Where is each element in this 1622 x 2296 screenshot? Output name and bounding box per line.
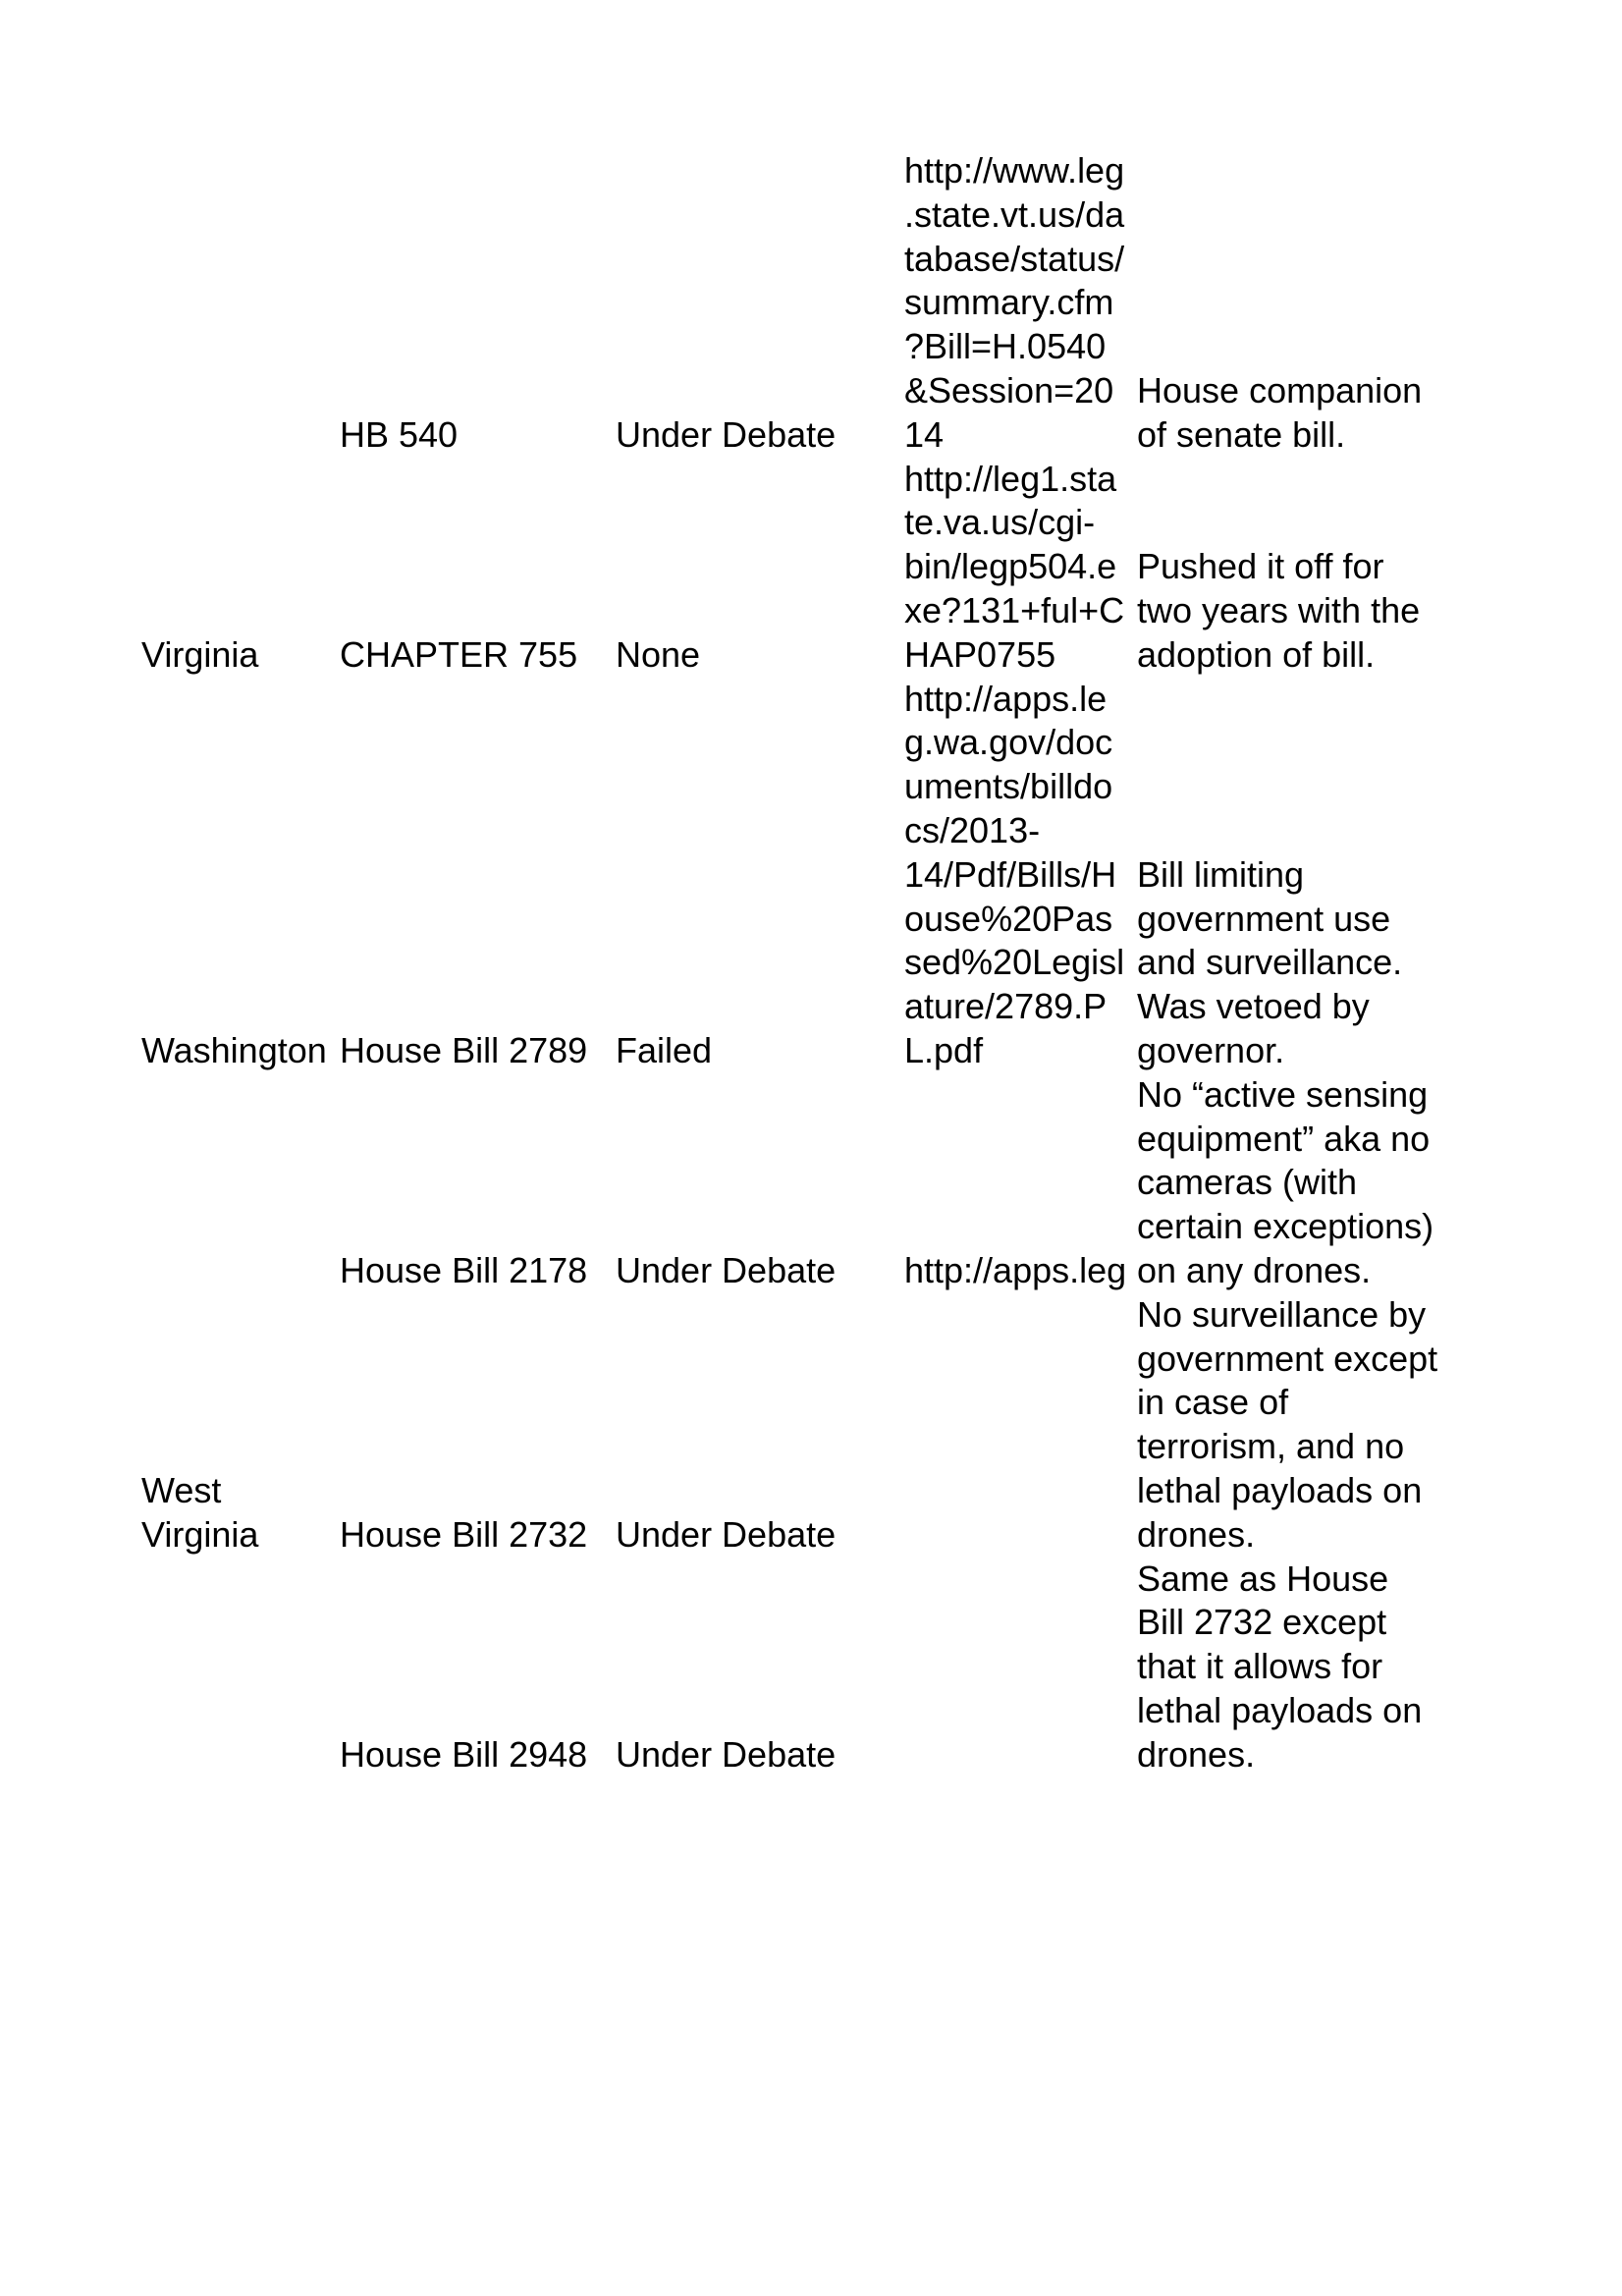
bill-cell: House Bill 2948 [340, 1733, 588, 1775]
status-cell: Under Debate [616, 1249, 837, 1290]
bill-cell: House Bill 2732 [340, 1513, 588, 1555]
status-cell: Under Debate [616, 1733, 837, 1775]
status-cell: Failed [616, 1029, 713, 1070]
link-cell[interactable]: http://apps.leg [904, 1249, 1127, 1290]
bill-cell: HB 540 [340, 413, 459, 455]
notes-cell: House companion of senate bill. [1137, 369, 1423, 455]
link-cell[interactable]: http://www.leg .state.vt.us/da tabase/status/ summary.cfm ?Bill=H.0540 &Session=20 14 [904, 150, 1125, 455]
status-cell: Under Debate [616, 413, 837, 455]
notes-cell: No “active sensing equipment” aka no cameras (with certain exceptions) on any drones. [1137, 1073, 1434, 1290]
table-row [141, 1073, 1461, 1293]
status-cell: None [616, 633, 701, 675]
notes-cell: Pushed it off for two years with the adoption of bill. [1137, 546, 1421, 675]
state-cell [141, 1073, 340, 1293]
state-cell [141, 1558, 340, 1777]
status-cell: Under Debate [616, 1513, 837, 1555]
notes-cell: Same as House Bill 2732 except that it allows for lethal payloads on drones. [1137, 1558, 1423, 1775]
link-cell[interactable]: http://apps.le g.wa.gov/doc uments/billdo cs/2013- 14/Pdf/Bills/H ouse%20Pas sed%20Legisl ature/2789.P L.pdf [904, 678, 1125, 1070]
bill-cell: House Bill 2178 [340, 1249, 588, 1290]
link-cell[interactable]: http://leg1.sta te.va.us/cgi- bin/legp504.e xe?131+ful+C HAP0755 [904, 458, 1125, 675]
state-cell: West Virginia [141, 1469, 259, 1555]
table-row [141, 149, 1461, 458]
table-row [141, 458, 1461, 678]
state-cell: Washington [141, 1029, 327, 1070]
state-cell: Virginia [141, 633, 259, 675]
state-cell [141, 149, 340, 458]
bill-cell: House Bill 2789 [340, 1029, 588, 1070]
table-row [141, 1293, 1461, 1558]
table-row [141, 1558, 1461, 1777]
table-row [141, 678, 1461, 1073]
link-cell [904, 1558, 1137, 1777]
notes-cell: Bill limiting government use and surveillance. Was vetoed by governor. [1137, 853, 1403, 1070]
link-cell [904, 1293, 1137, 1558]
notes-cell: No surveillance by government except in case of terrorism, and no lethal payloads on drones. [1137, 1293, 1438, 1555]
bill-cell: CHAPTER 755 [340, 633, 578, 675]
drone-legislation-table [141, 149, 1461, 1777]
